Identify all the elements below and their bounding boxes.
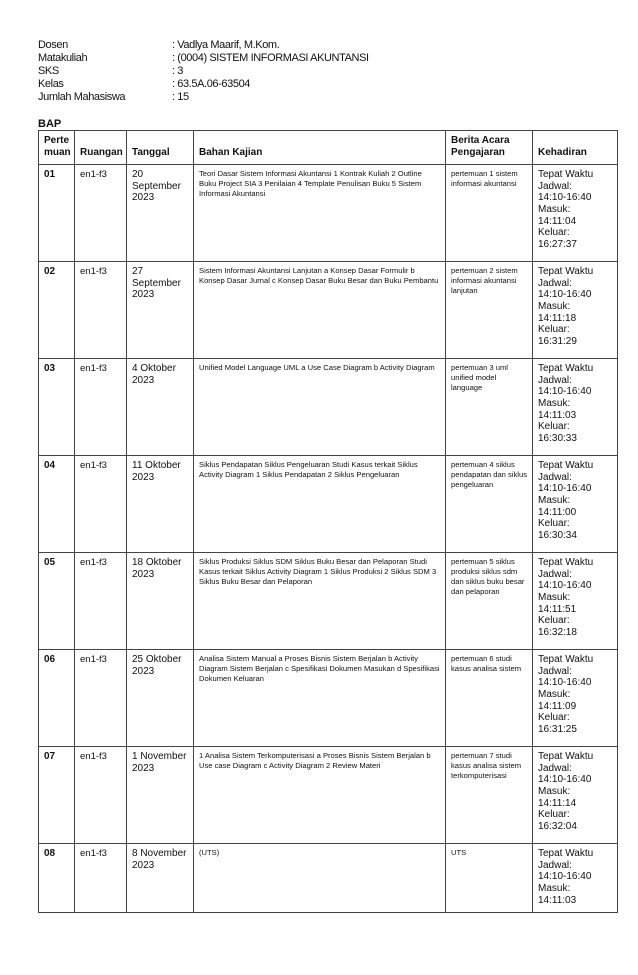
info-label: SKS: [38, 65, 59, 77]
header-bahan-kajian: Bahan Kajian: [194, 131, 446, 165]
info-label: Jumlah Mahasiswa: [38, 91, 126, 103]
kehadiran-line: Tepat Waktu: [538, 363, 594, 375]
kehadiran-line: Masuk:: [538, 203, 571, 215]
kehadiran-line: 16:31:29: [538, 335, 577, 347]
kehadiran-line: Masuk:: [538, 882, 571, 894]
cell-kehadiran: [533, 456, 618, 553]
cell-ruangan: en1-f3: [75, 165, 127, 262]
kehadiran-line: 16:27:37: [538, 238, 577, 250]
kehadiran-line: 16:32:04: [538, 820, 577, 832]
cell-kehadiran: [533, 165, 618, 262]
kehadiran-line: Tepat Waktu: [538, 557, 594, 569]
kehadiran-line: Keluar:: [538, 324, 570, 336]
kehadiran-line: Jadwal:: [538, 277, 572, 289]
cell-tanggal: 4 Oktober 2023: [127, 359, 194, 456]
info-label: Dosen: [38, 39, 68, 51]
kehadiran-line: Masuk:: [538, 785, 571, 797]
cell-pertemuan: 06: [39, 650, 75, 747]
info-row-sks: [38, 65, 369, 78]
kehadiran-line: Tepat Waktu: [538, 266, 594, 278]
cell-ruangan: en1-f3: [75, 456, 127, 553]
table-row: [39, 844, 618, 913]
bap-title: BAP: [38, 118, 62, 130]
cell-bahan-kajian: Siklus Pendapatan Siklus Pengeluaran Studi Kasus terkait Siklus Activity Diagram 1 Siklus Pendapatan 2 Siklus Pengeluaran: [194, 456, 446, 553]
kehadiran-line: 16:32:18: [538, 626, 577, 638]
header-tanggal: Tanggal: [127, 131, 194, 165]
kehadiran-line: 14:11:03: [538, 409, 577, 421]
header-pertemuan: Perte muan: [39, 131, 75, 165]
info-value: : 15: [172, 91, 189, 103]
info-row-dosen: [38, 39, 369, 52]
table-row: [39, 165, 618, 262]
kehadiran-line: Keluar:: [538, 712, 570, 724]
info-value: : 3: [172, 65, 184, 77]
cell-bahan-kajian: Analisa Sistem Manual a Proses Bisnis Sistem Berjalan b Activity Diagram Sistem Berjalan c Spesifikasi Dokumen Masukan d Spesifikasi Dokumen Keluaran: [194, 650, 446, 747]
table-row: [39, 553, 618, 650]
kehadiran-line: Masuk:: [538, 397, 571, 409]
cell-ruangan: en1-f3: [75, 553, 127, 650]
kehadiran-line: Jadwal:: [538, 762, 572, 774]
kehadiran-line: Jadwal:: [538, 471, 572, 483]
info-label: Kelas: [38, 78, 64, 90]
info-value: : Vadlya Maarif, M.Kom.: [172, 39, 280, 51]
kehadiran-line: Keluar:: [538, 809, 570, 821]
cell-pertemuan: 07: [39, 747, 75, 844]
cell-pertemuan: 08: [39, 844, 75, 913]
kehadiran-line: Masuk:: [538, 494, 571, 506]
kehadiran-line: Masuk:: [538, 300, 571, 312]
cell-berita-acara: UTS: [446, 844, 533, 913]
kehadiran-line: Tepat Waktu: [538, 460, 594, 472]
kehadiran-line: Jadwal:: [538, 374, 572, 386]
header-berita-acara: Berita Acara Pengajaran: [446, 131, 533, 165]
cell-berita-acara: pertemuan 2 sistem informasi akuntansi lanjutan: [446, 262, 533, 359]
kehadiran-line: 14:10-16:40: [538, 192, 592, 204]
kehadiran-line: Jadwal:: [538, 665, 572, 677]
cell-berita-acara: pertemuan 5 siklus produksi siklus sdm dan siklus buku besar dan pelaporan: [446, 553, 533, 650]
cell-bahan-kajian: (UTS): [194, 844, 446, 913]
table-row: [39, 456, 618, 553]
kehadiran-line: 14:10-16:40: [538, 580, 592, 592]
cell-tanggal: 20 September 2023: [127, 165, 194, 262]
cell-tanggal: 18 Oktober 2023: [127, 553, 194, 650]
kehadiran-line: 14:10-16:40: [538, 677, 592, 689]
info-value: : 63.5A.06-63504: [172, 78, 251, 90]
cell-pertemuan: 02: [39, 262, 75, 359]
kehadiran-line: Tepat Waktu: [538, 751, 594, 763]
cell-bahan-kajian: Siklus Produksi Siklus SDM Siklus Buku Besar dan Pelaporan Studi Kasus terkait Siklus Activity Diagram 1 Siklus Produksi 2 Siklus SDM 3 Siklus Buku Besar dan Pelaporan: [194, 553, 446, 650]
kehadiran-line: Keluar:: [538, 421, 570, 433]
kehadiran-line: 14:11:00: [538, 506, 577, 518]
cell-ruangan: en1-f3: [75, 650, 127, 747]
kehadiran-line: Tepat Waktu: [538, 169, 594, 181]
cell-pertemuan: 05: [39, 553, 75, 650]
kehadiran-line: 14:10-16:40: [538, 871, 592, 883]
header-kehadiran: Kehadiran: [533, 131, 618, 165]
kehadiran-line: 16:30:33: [538, 432, 577, 444]
cell-ruangan: en1-f3: [75, 359, 127, 456]
kehadiran-line: Keluar:: [538, 518, 570, 530]
table-row: [39, 650, 618, 747]
header-ruangan: Ruangan: [75, 131, 127, 165]
cell-kehadiran: [533, 650, 618, 747]
cell-berita-acara: pertemuan 6 studi kasus analisa sistem: [446, 650, 533, 747]
cell-bahan-kajian: Unified Model Language UML a Use Case Diagram b Activity Diagram: [194, 359, 446, 456]
cell-berita-acara: pertemuan 4 siklus pendapatan dan siklus pengeluaran: [446, 456, 533, 553]
cell-kehadiran: [533, 262, 618, 359]
kehadiran-line: Jadwal:: [538, 568, 572, 580]
kehadiran-line: Masuk:: [538, 591, 571, 603]
kehadiran-line: Keluar:: [538, 615, 570, 627]
cell-pertemuan: 03: [39, 359, 75, 456]
table-row: [39, 262, 618, 359]
kehadiran-line: Jadwal:: [538, 859, 572, 871]
kehadiran-line: 14:10-16:40: [538, 774, 592, 786]
cell-pertemuan: 04: [39, 456, 75, 553]
kehadiran-line: Masuk:: [538, 688, 571, 700]
table-row: [39, 747, 618, 844]
cell-kehadiran: [533, 359, 618, 456]
kehadiran-line: Tepat Waktu: [538, 654, 594, 666]
kehadiran-line: 14:10-16:40: [538, 483, 592, 495]
info-row-kelas: [38, 78, 369, 91]
cell-ruangan: en1-f3: [75, 747, 127, 844]
kehadiran-line: 14:11:18: [538, 312, 577, 324]
info-row-jumlah-mahasiswa: [38, 91, 369, 104]
kehadiran-line: 16:31:25: [538, 723, 577, 735]
cell-tanggal: 27 September 2023: [127, 262, 194, 359]
kehadiran-line: 14:11:09: [538, 700, 577, 712]
cell-kehadiran: [533, 844, 618, 913]
kehadiran-line: 14:11:03: [538, 894, 577, 906]
course-info: [38, 39, 369, 104]
kehadiran-line: 16:30:34: [538, 529, 577, 541]
cell-tanggal: 8 November 2023: [127, 844, 194, 913]
info-row-matakuliah: [38, 52, 369, 65]
info-label: Matakuliah: [38, 52, 88, 64]
kehadiran-line: 14:11:51: [538, 603, 577, 615]
cell-berita-acara: pertemuan 1 sistem informasi akuntansi: [446, 165, 533, 262]
kehadiran-line: 14:10-16:40: [538, 386, 592, 398]
cell-tanggal: 1 November 2023: [127, 747, 194, 844]
kehadiran-line: Jadwal:: [538, 180, 572, 192]
bap-table: [38, 130, 618, 913]
cell-berita-acara: pertemuan 3 uml unified model language: [446, 359, 533, 456]
info-value: : (0004) SISTEM INFORMASI AKUNTANSI: [172, 52, 369, 64]
cell-kehadiran: [533, 553, 618, 650]
cell-ruangan: en1-f3: [75, 262, 127, 359]
table-header-row: [39, 131, 618, 165]
cell-tanggal: 11 Oktober 2023: [127, 456, 194, 553]
kehadiran-line: 14:11:04: [538, 215, 577, 227]
cell-berita-acara: pertemuan 7 studi kasus analisa sistem terkomputerisasi: [446, 747, 533, 844]
kehadiran-line: 14:10-16:40: [538, 289, 592, 301]
table-row: [39, 359, 618, 456]
cell-bahan-kajian: 1 Analisa Sistem Terkomputerisasi a Proses Bisnis Sistem Berjalan b Use case Diagram c Activity Diagram 2 Review Materi: [194, 747, 446, 844]
cell-pertemuan: 01: [39, 165, 75, 262]
kehadiran-line: Tepat Waktu: [538, 848, 594, 860]
cell-tanggal: 25 Oktober 2023: [127, 650, 194, 747]
cell-ruangan: en1-f3: [75, 844, 127, 913]
kehadiran-line: 14:11:14: [538, 797, 577, 809]
cell-bahan-kajian: Sistem Informasi Akuntansi Lanjutan a Konsep Dasar Formulir b Konsep Dasar Jurnal c Konsep Dasar Buku Besar dan Buku Pembantu: [194, 262, 446, 359]
cell-kehadiran: [533, 747, 618, 844]
cell-bahan-kajian: Teori Dasar Sistem Informasi Akuntansi 1 Kontrak Kuliah 2 Outline Buku Project SIA 3 Penilaian 4 Template Penulisan Buku 5 Sistem Informasi Akuntansi: [194, 165, 446, 262]
kehadiran-line: Keluar:: [538, 227, 570, 239]
